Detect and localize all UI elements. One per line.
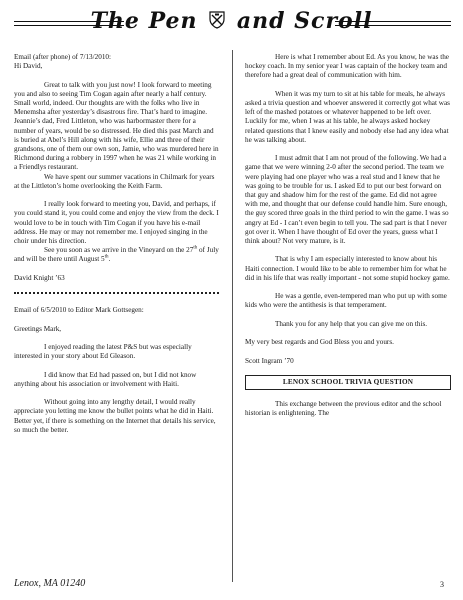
email1-p4-text-b: of July and will be there until August 5: [14, 246, 219, 264]
email1-paragraph-4: [14, 246, 219, 264]
right-paragraph-2: When it was my turn to sit at his table for meals, he always asked a trivia question and whoever answered it correctly got what was left of the mashed potatoes or whatever happened to be left over. Luckily for me, when I was at his table, he always asked hockey related questions that I knew easily and nobody else had any idea what he was talking about.: [245, 89, 450, 144]
email1-p4-sup-1: th: [193, 245, 198, 251]
email1-paragraph-2: We have spent our summer vacations in Chilmark for years at the Littleton’s home overlooking the Keith Farm.: [14, 172, 215, 190]
email1-greeting: Hi David,: [14, 62, 43, 71]
email1-header: Email (after phone) of 7/13/2010:: [14, 53, 112, 61]
email1-signature: David Knight ’63: [14, 273, 65, 282]
trivia-heading: LENOX SCHOOL TRIVIA QUESTION: [245, 375, 451, 390]
left-column: [14, 53, 219, 444]
right-signature: Scott Ingram ’70: [245, 356, 294, 365]
right-paragraph-6: Thank you for any help that you can give me on this.: [275, 319, 428, 328]
email1-paragraph-1: Great to talk with you just now! I look forward to meeting you and also to seeing Tim Cogan again after nearly a half century. Small world, indeed. Our thoughts are with the folks who live in Menemsha after yesterday’s disastrous fire. That’s hard to imagine. Jeannie’s dad, Fred Littleton, who was harbormaster there for a number of years, would be so distressed. He died this past March and is buried at Abel’s Hill along with his wife, Ellie and three of their grandsons, one of them our own son, Jamie, who was murdered here in Richmond during a robbery in 1997 when he was 21 while working in a Friendlys restaurant.: [14, 80, 219, 172]
page-number: 3: [440, 580, 444, 589]
dotted-separator: [14, 292, 219, 294]
right-paragraph-7: My very best regards and God Bless you and yours.: [245, 338, 394, 347]
email2-paragraph-1: I enjoyed reading the latest P&S but was especially interested in your story about Ed Gleason.: [14, 343, 192, 361]
masthead-title-part2: and Scroll: [236, 8, 373, 34]
right-paragraph-1: Here is what I remember about Ed. As you know, he was the hockey coach. In my senior year I was captain of the hockey team and therefore had a great deal of communication with him.: [245, 53, 449, 80]
email2-greeting: Greetings Mark,: [14, 324, 62, 333]
email1-paragraph-3: I really look forward to meeting you, David, and perhaps, if you could stand it, you could come and enjoy the view from the deck. I would love to be in touch with Tim Cogan if you have his e-mail address. He may or may not remember me. I enjoyed singing in the choir under his direction.: [14, 200, 219, 246]
email2-header: Email of 6/5/2010 to Editor Mark Gottsegen:: [14, 306, 144, 315]
trivia-paragraph-1: This exchange between the previous editor and the school historian is enlightening. The: [245, 400, 442, 418]
right-column: [245, 53, 451, 428]
footer-location: Lenox, MA 01240: [14, 578, 86, 589]
shield-crest-icon: [209, 9, 225, 35]
masthead-title: [0, 8, 463, 35]
right-paragraph-5: He was a gentle, even-tempered man who put up with some kids who were the antithesis is that temperament.: [245, 292, 447, 310]
email2-paragraph-3: Without going into any lengthy detail, I would really appreciate you letting me know the bullet points what he did in Haiti. Better yet, if there is something on the Internet that details his service, so much the better.: [14, 398, 216, 434]
email1-p4-sup-2: th: [104, 255, 109, 261]
email2-paragraph-2: I did know that Ed had passed on, but I did not know anything about his association or involvement with Haiti.: [14, 370, 197, 388]
column-divider: [232, 50, 233, 582]
email1-p4-text-c: .: [108, 255, 111, 264]
right-paragraph-3: I must admit that I am not proud of the following. We had a game that we were winning 2-0 after the second period. The team we were playing had one player who was a real stud and I knew that he was going to be trouble for us. I asked Ed to put our best forward on that guy and shadow him for the rest of the game. Ed did not agree with me, and thought that our defense could handle him. Sure enough, the guy scored three goals in the third period to win the game. I was so angry at Ed - I can’t even begin to tell you. The sad part is that I never got over it. When I have thought of Ed over the years, guess what I think about? Not very mature, is it.: [245, 154, 449, 246]
email1-p4-text-a: See you soon as we arrive in the Vineyard on the 27: [44, 246, 194, 255]
right-paragraph-4: That is why I am especially interested to know about his Haiti connection. I would like to be able to remember him for what he did in his life that was really important - not some stupid hockey game.: [245, 255, 450, 282]
masthead-title-part1: The Pen: [90, 8, 198, 34]
masthead: [0, 0, 463, 48]
